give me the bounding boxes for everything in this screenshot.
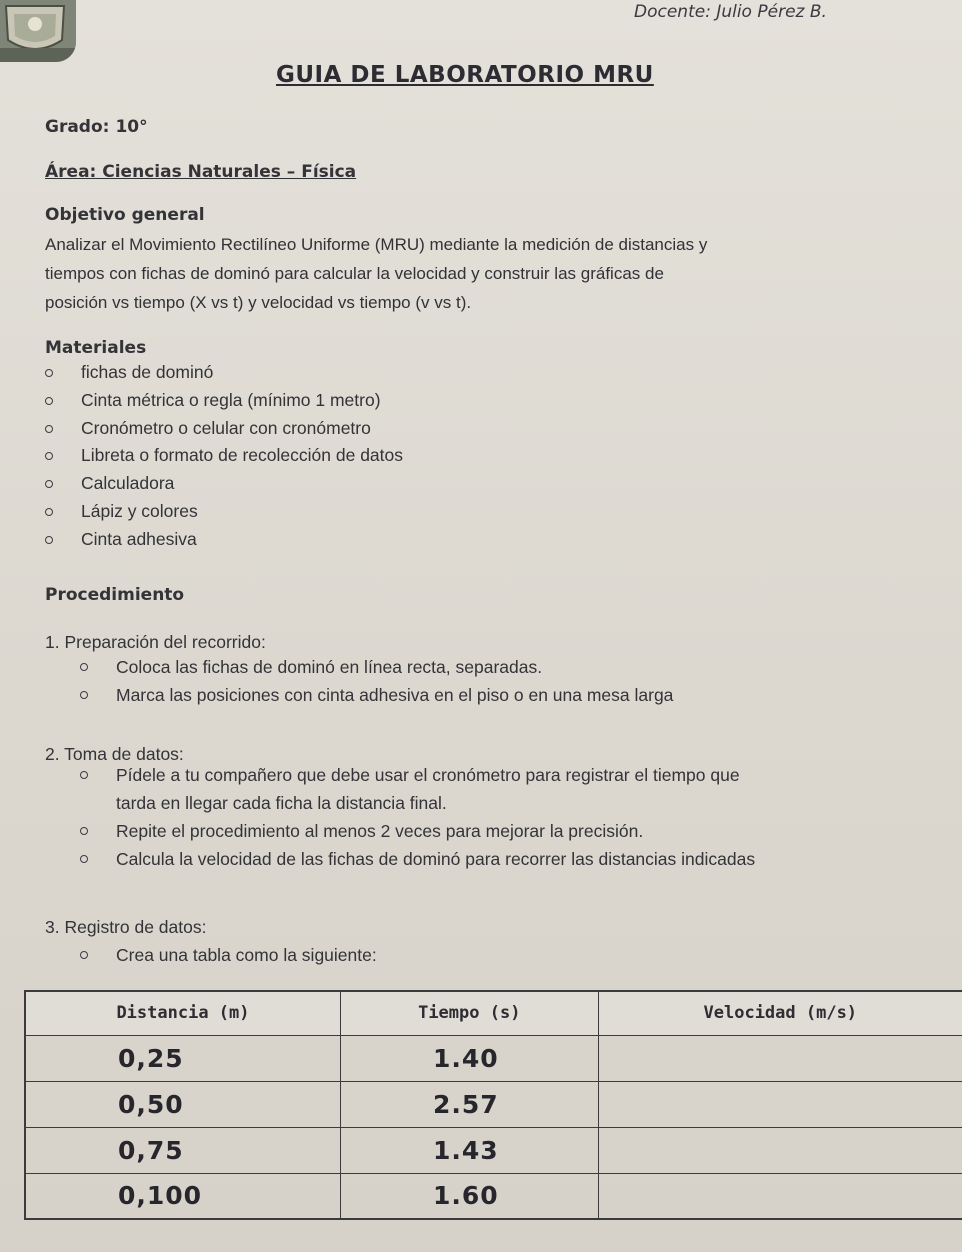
page-title: GUIA DE LABORATORIO MRU [276,62,654,88]
bullet-icon [80,855,88,863]
bullet-icon [45,425,53,433]
time-cell[interactable]: 1.40 [340,1035,598,1081]
step-1-list [80,653,673,709]
bullet-icon [45,452,53,460]
column-header: Velocidad (m/s) [598,991,962,1035]
column-header: Distancia (m) [25,991,340,1035]
bullet-icon [80,951,88,959]
velocity-cell[interactable] [598,1081,962,1127]
subject-area: Área: Ciencias Naturales – Física [45,162,357,182]
grade-row [45,117,148,137]
table-row [25,1081,962,1127]
school-logo [0,0,76,62]
time-cell[interactable]: 1.43 [340,1127,598,1173]
list-item: Lápiz y colores [45,501,403,529]
objective-line: tiempos con fichas de dominó para calcular la velocidad y construir las gráficas de [45,264,664,283]
distance-cell[interactable]: 0,50 [25,1081,340,1127]
bullet-icon [80,771,88,779]
grade-value: 10° [115,117,148,137]
list-item: Coloca las fichas de dominó en línea recta, separadas. [80,653,673,681]
objective-heading: Objetivo general [45,205,205,225]
velocity-cell[interactable] [598,1127,962,1173]
time-cell[interactable]: 2.57 [340,1081,598,1127]
list-item: fichas de dominó [45,362,403,390]
list-item: Cinta adhesiva [45,529,403,557]
data-table [24,990,962,1220]
bullet-icon [45,397,53,405]
bullet-icon [45,508,53,516]
table-row [25,1173,962,1219]
step-3-heading: 3. Registro de datos: [45,917,207,937]
list-item: Calculadora [45,473,403,501]
list-item: tarda en llegar cada ficha la distancia final. [116,793,447,813]
distance-cell[interactable]: 0,75 [25,1127,340,1173]
velocity-cell[interactable] [598,1035,962,1081]
list-item: Libreta o formato de recolección de datos [45,445,403,473]
bullet-icon [80,663,88,671]
materials-heading: Materiales [45,338,147,358]
table-header-row [25,991,962,1035]
list-item: Crea una tabla como la siguiente: [80,941,377,969]
bullet-icon [45,369,53,377]
list-item: Calcula la velocidad de las fichas de dominó para recorrer las distancias indicadas [80,845,755,873]
objective-text [45,230,925,317]
procedure-heading: Procedimiento [45,585,185,605]
list-item: Marca las posiciones con cinta adhesiva en el piso o en una mesa larga [80,681,673,709]
step-1-heading: 1. Preparación del recorrido: [45,632,266,652]
list-item: Repite el procedimiento al menos 2 veces para mejorar la precisión. [80,817,755,845]
teacher-name: Docente: Julio Pérez B. [634,2,827,22]
time-cell[interactable]: 1.60 [340,1173,598,1219]
bullet-icon [45,536,53,544]
grade-label: Grado: [45,117,110,137]
bullet-icon [45,480,53,488]
step-2-heading: 2. Toma de datos: [45,744,184,764]
list-item: Cinta métrica o regla (mínimo 1 metro) [45,390,403,418]
column-header: Tiempo (s) [340,991,598,1035]
materials-list [45,362,403,557]
step-3-list [80,941,377,969]
objective-line: posición vs tiempo (X vs t) y velocidad vs tiempo (v vs t). [45,293,472,312]
objective-line: Analizar el Movimiento Rectilíneo Uniforme (MRU) mediante la medición de distancias y [45,235,708,254]
bullet-icon [80,691,88,699]
velocity-cell[interactable] [598,1173,962,1219]
step-2-list [80,761,755,873]
bullet-icon [80,827,88,835]
distance-cell[interactable]: 0,100 [25,1173,340,1219]
distance-cell[interactable]: 0,25 [25,1035,340,1081]
list-item: Pídele a tu compañero que debe usar el cronómetro para registrar el tiempo que [80,761,755,789]
table-row [25,1035,962,1081]
table-row [25,1127,962,1173]
list-item: Cronómetro o celular con cronómetro [45,418,403,446]
